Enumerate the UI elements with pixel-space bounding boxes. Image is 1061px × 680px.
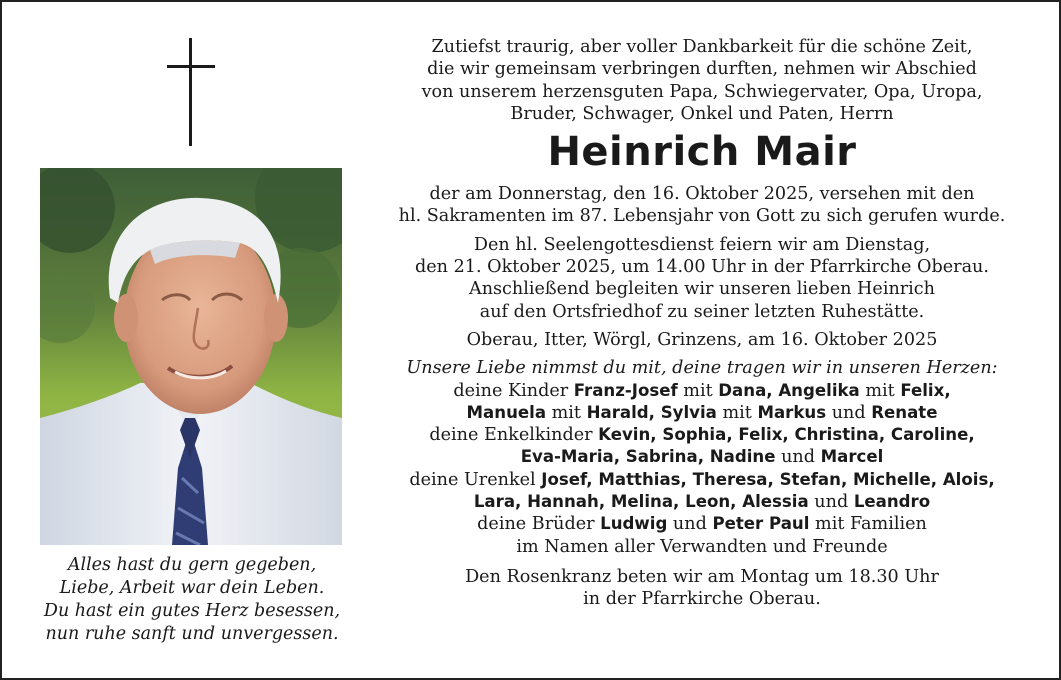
- cross-icon: [167, 38, 215, 146]
- mourners-relatives: im Namen aller Verwandten und Freunde: [516, 536, 888, 557]
- rosary-line: in der Pfarrkirche Oberau.: [583, 589, 821, 610]
- intro-line: Bruder, Schwager, Onkel und Paten, Herrn: [510, 103, 894, 124]
- deceased-name: Heinrich Mair: [547, 129, 857, 176]
- mourners-great-grandchildren: deine Urenkel Josef, Matthias, Theresa, Stefan, Michelle, Alois,: [409, 469, 995, 490]
- mourners-great-grandchildren: Lara, Hannah, Melina, Leon, Alessia und Leandro: [473, 492, 931, 513]
- mourners-children: deine Kinder Franz-Josef mit Dana, Angelika mit Felix,: [453, 380, 951, 401]
- intro-line: die wir gemeinsam verbringen durften, nehmen wir Abschied: [427, 59, 977, 80]
- portrait-photo: [40, 168, 342, 545]
- rosary-line: Den Rosenkranz beten wir am Montag um 18.30 Uhr: [465, 566, 939, 587]
- service-line: auf den Ortsfriedhof zu seiner letzten Ruhestätte.: [479, 301, 925, 322]
- intro-line: Zutiefst traurig, aber voller Dankbarkeit für die schöne Zeit,: [431, 37, 973, 57]
- poem-line: Alles hast du gern gegeben,: [67, 555, 317, 575]
- poem-line: Liebe, Arbeit war dein Leben.: [59, 578, 325, 598]
- death-line: der am Donnerstag, den 16. Oktober 2025, versehen mit den: [429, 184, 975, 205]
- mourners-brothers: deine Brüder Ludwig und Peter Paul mit Familien: [477, 514, 927, 535]
- place-date: Oberau, Itter, Wörgl, Grinzens, am 16. Oktober 2025: [466, 329, 938, 350]
- main-text: [390, 36, 1014, 611]
- poem-line: nun ruhe sanft und unvergessen.: [45, 624, 339, 644]
- mourners-children: Manuela mit Harald, Sylvia mit Markus und Renate: [466, 402, 938, 423]
- mourners-grandchildren: Eva-Maria, Sabrina, Nadine und Marcel: [520, 447, 884, 468]
- intro-line: von unserem herzensguten Papa, Schwiegervater, Opa, Uropa,: [421, 81, 983, 102]
- motto: Unsere Liebe nimmst du mit, deine tragen wir in unseren Herzen:: [406, 358, 998, 379]
- mourners-grandchildren: deine Enkelkinder Kevin, Sophia, Felix, Christina, Caroline,: [429, 425, 975, 446]
- service-line: Anschließend begleiten wir unseren lieben Heinrich: [468, 279, 935, 300]
- service-line: Den hl. Seelengottesdienst feiern wir am Dienstag,: [473, 234, 931, 255]
- memorial-poem: [22, 554, 362, 646]
- death-line: hl. Sakramenten im 87. Lebensjahr von Gott zu sich gerufen wurde.: [398, 206, 1006, 227]
- poem-line: Du hast ein gutes Herz besessen,: [43, 601, 341, 621]
- service-line: den 21. Oktober 2025, um 14.00 Uhr in der Pfarrkirche Oberau.: [415, 257, 989, 278]
